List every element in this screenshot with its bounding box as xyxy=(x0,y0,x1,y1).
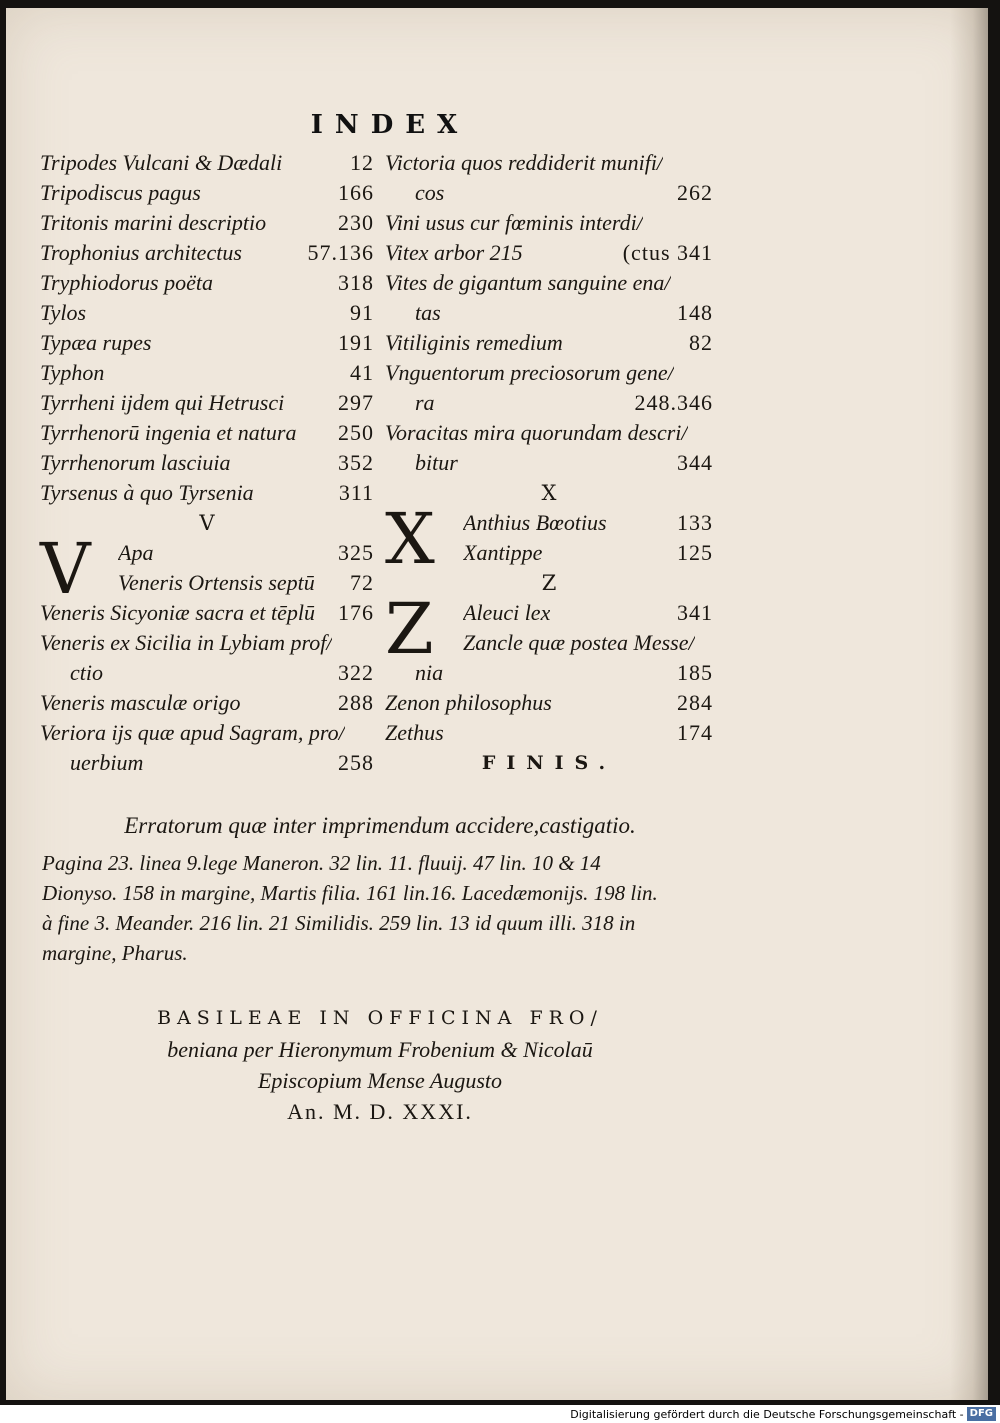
section-z-entries xyxy=(385,658,713,748)
section-heading-v: V xyxy=(199,511,215,535)
entry-text: Apa xyxy=(118,540,154,565)
index-entry xyxy=(40,148,374,178)
entry-page: 185 xyxy=(677,660,713,685)
index-entry xyxy=(385,448,713,478)
entry-page: 125 xyxy=(677,540,713,565)
entry-page: 41 xyxy=(350,360,374,385)
entry-text: Tripodes Vulcani & Dædali xyxy=(40,150,283,175)
errata-text xyxy=(42,848,717,968)
entry-text: Veneris Ortensis septū xyxy=(118,570,315,595)
index-entry xyxy=(40,688,374,718)
entry-text: Anthius Bœotius xyxy=(463,510,607,535)
entry-text: Veriora ijs quæ apud Sagram, pro/ xyxy=(40,720,345,745)
entry-page: 258 xyxy=(338,750,374,775)
entry-text: ra xyxy=(415,390,435,415)
entry-text: Vitex arbor 215 xyxy=(385,240,523,265)
section-x-initial-block xyxy=(385,498,713,580)
index-entry xyxy=(385,298,713,328)
entry-text: bitur xyxy=(415,450,458,475)
entry-text: Vites de gigantum sanguine ena/ xyxy=(385,270,671,295)
entry-text: Aleuci lex xyxy=(463,600,551,625)
index-entry xyxy=(40,718,374,748)
footer-credit: Digitalisierung gefördert durch die Deutsche Forschungsgemeinschaft - xyxy=(570,1407,964,1421)
errata-line: Dionyso. 158 in margine, Martis filia. 161 lin.16. Lacedæmonijs. 198 lin. xyxy=(42,881,658,905)
index-entry xyxy=(385,268,713,298)
section-z-initial-block xyxy=(385,588,713,670)
entry-text: Tyrsenus à quo Tyrsenia xyxy=(40,480,254,505)
entry-text: Zethus xyxy=(385,720,444,745)
digitization-footer xyxy=(570,1406,996,1422)
entry-text: ctio xyxy=(70,660,103,685)
index-entry xyxy=(385,688,713,718)
right-entries xyxy=(385,148,713,478)
drop-cap-z: Z xyxy=(385,588,434,670)
index-left-column xyxy=(40,148,374,778)
index-entry xyxy=(385,208,713,238)
entry-page: 248.346 xyxy=(634,390,713,415)
entry-page: 344 xyxy=(677,450,713,475)
index-entry xyxy=(385,148,713,178)
index-entry xyxy=(463,628,713,658)
index-entry xyxy=(463,538,713,568)
colophon-year: An. M. D. XXXI. xyxy=(287,1099,473,1124)
entry-page: 57.136 xyxy=(307,240,374,265)
entry-text: Veneris Sicyoniæ sacra et tēplū xyxy=(40,600,315,625)
dfg-logo-icon: DFG xyxy=(967,1407,996,1421)
entry-text: Voracitas mira quorundam descri/ xyxy=(385,420,688,445)
entry-page: 341 xyxy=(677,600,713,625)
entry-text: Tyrrheni ijdem qui Hetrusci xyxy=(40,390,285,415)
drop-cap-x: X xyxy=(385,498,435,580)
page-header: INDEX xyxy=(310,110,470,140)
finis-mark: FINIS. xyxy=(481,752,617,774)
entry-text: Xantippe xyxy=(463,540,543,565)
index-entry xyxy=(40,178,374,208)
index-entry xyxy=(385,358,713,388)
section-v-initial-block xyxy=(40,528,374,610)
index-entry xyxy=(40,418,374,448)
entry-page: 176 xyxy=(338,600,374,625)
index-entry xyxy=(40,208,374,238)
entry-text: uerbium xyxy=(70,750,144,775)
entry-text: Vnguentorum preciosorum gene/ xyxy=(385,360,674,385)
entry-text: Tritonis marini descriptio xyxy=(40,210,267,235)
entry-text: Zancle quæ postea Messe/ xyxy=(463,630,695,655)
index-entry xyxy=(40,298,374,328)
drop-cap-v: V xyxy=(40,528,91,610)
entry-page: 318 xyxy=(338,270,374,295)
index-entry xyxy=(40,628,374,658)
index-entry xyxy=(40,358,374,388)
index-entry xyxy=(40,328,374,358)
errata-line: Pagina 23. linea 9.lege Maneron. 32 lin. 11. fluuij. 47 lin. 10 & 14 xyxy=(42,851,601,875)
index-entry xyxy=(40,388,374,418)
index-entry xyxy=(385,718,713,748)
index-entry xyxy=(463,508,713,538)
entry-page: 133 xyxy=(677,510,713,535)
entry-text: Tryphiodorus poëta xyxy=(40,270,213,295)
index-entry xyxy=(40,448,374,478)
errata-line: margine, Pharus. xyxy=(42,941,188,965)
index-entry xyxy=(40,748,374,778)
index-entry xyxy=(40,478,374,508)
index-entry xyxy=(118,538,374,568)
index-entry xyxy=(40,238,374,268)
index-entry xyxy=(40,658,374,688)
entry-text: Tripodiscus pagus xyxy=(40,180,201,205)
colophon-line: Episcopium Mense Augusto xyxy=(257,1068,502,1093)
section-heading-z: Z xyxy=(541,571,557,595)
entry-page: (ctus 341 xyxy=(622,240,713,265)
entry-page: 297 xyxy=(338,390,374,415)
entry-page: 230 xyxy=(338,210,374,235)
entry-text: Victoria quos reddiderit munifi/ xyxy=(385,150,664,175)
section-v-entries xyxy=(40,598,374,778)
entry-page: 325 xyxy=(338,540,374,565)
entry-page: 82 xyxy=(689,330,713,355)
errata-line: à fine 3. Meander. 216 lin. 21 Similidis. 259 lin. 13 id quum illi. 318 in xyxy=(42,911,636,935)
entry-text: Veneris ex Sicilia in Lybiam prof/ xyxy=(40,630,333,655)
index-entry xyxy=(118,568,374,598)
entry-page: 250 xyxy=(338,420,374,445)
entry-page: 322 xyxy=(338,660,374,685)
entry-text: tas xyxy=(415,300,441,325)
entry-page: 288 xyxy=(338,690,374,715)
page-gutter-shadow xyxy=(950,8,988,1400)
index-entry xyxy=(385,328,713,358)
entry-page: 148 xyxy=(677,300,713,325)
left-entries xyxy=(40,148,374,508)
colophon-line: BASILEAE IN OFFICINA FRO/ xyxy=(157,1007,603,1029)
entry-text: nia xyxy=(415,660,444,685)
entry-text: Veneris masculæ origo xyxy=(40,690,241,715)
entry-text: Vitiliginis remedium xyxy=(385,330,563,355)
entry-text: Tyrrhenorū ingenia et natura xyxy=(40,420,297,445)
entry-page: 91 xyxy=(350,300,374,325)
index-right-column xyxy=(385,148,713,778)
index-entry xyxy=(385,388,713,418)
index-entry xyxy=(40,268,374,298)
colophon xyxy=(100,1003,660,1127)
entry-page: 166 xyxy=(338,180,374,205)
entry-text: cos xyxy=(415,180,445,205)
entry-text: Typhon xyxy=(40,360,105,385)
colophon-line: beniana per Hieronymum Frobenium & Nicolaū xyxy=(167,1037,593,1062)
index-entry xyxy=(385,178,713,208)
entry-page: 72 xyxy=(350,570,374,595)
entry-text: Tylos xyxy=(40,300,87,325)
entry-page: 191 xyxy=(338,330,374,355)
errata-title: Erratorum quæ inter imprimendum accidere,castigatio. xyxy=(124,813,636,838)
entry-text: Tyrrhenorum lasciuia xyxy=(40,450,231,475)
entry-text: Vini usus cur fœminis interdi/ xyxy=(385,210,643,235)
section-heading-x: X xyxy=(541,481,557,505)
entry-page: 311 xyxy=(338,480,374,505)
entry-page: 352 xyxy=(338,450,374,475)
entry-text: Trophonius architectus xyxy=(40,240,242,265)
entry-text: Zenon philosophus xyxy=(385,690,552,715)
entry-page: 284 xyxy=(677,690,713,715)
index-entry xyxy=(463,598,713,628)
entry-page: 174 xyxy=(677,720,713,745)
index-entry xyxy=(385,658,713,688)
index-entry xyxy=(385,418,713,448)
entry-page: 262 xyxy=(677,180,713,205)
entry-page: 12 xyxy=(350,150,374,175)
index-entry xyxy=(385,238,713,268)
entry-text: Typæa rupes xyxy=(40,330,152,355)
